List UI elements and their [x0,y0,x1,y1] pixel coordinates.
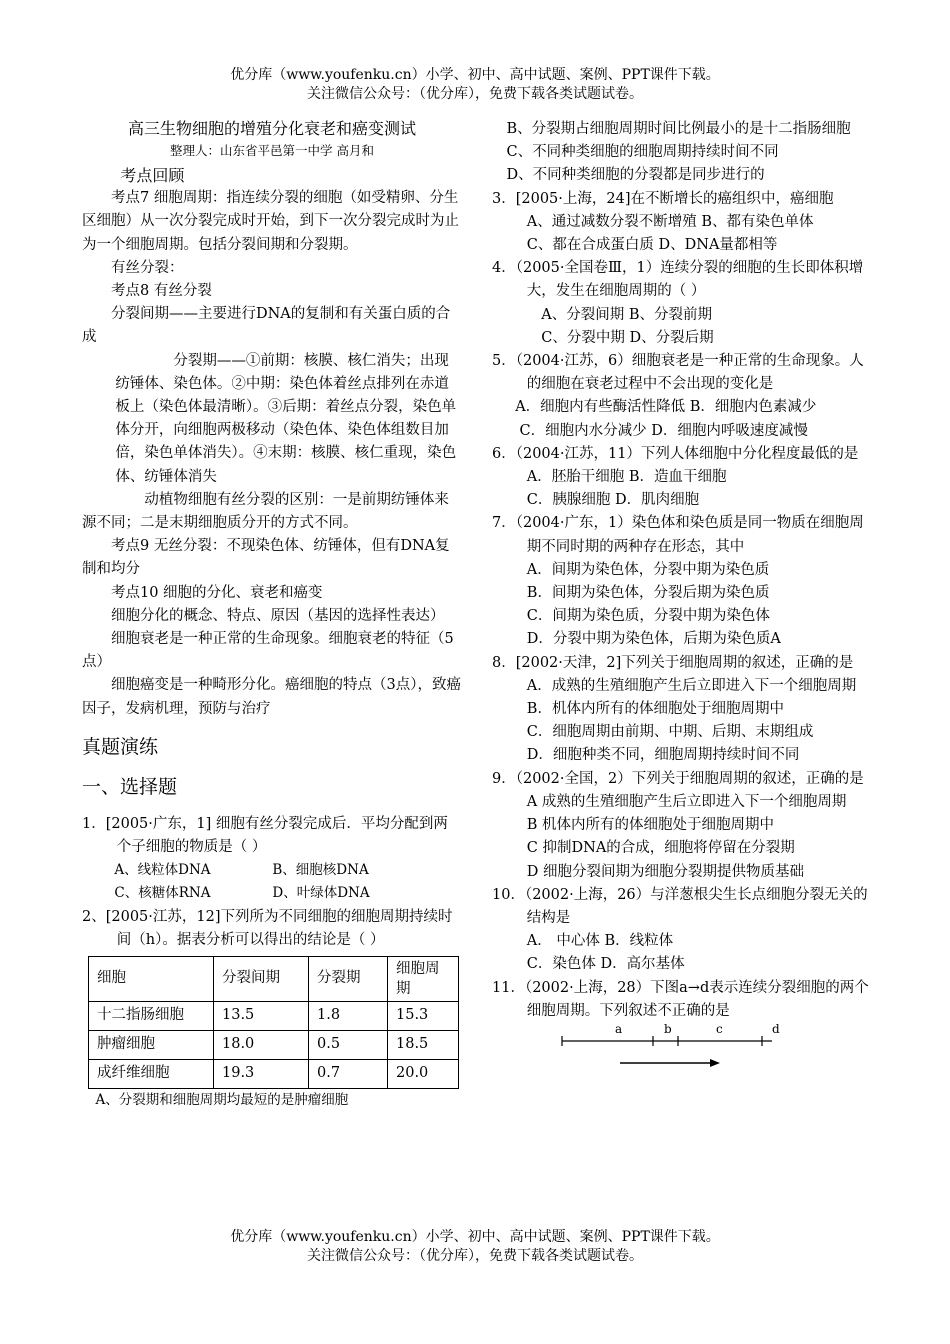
table-header-cell: 细胞 [89,957,214,1002]
page-footer [0,1228,950,1266]
q7-option-d: D．分裂中期为染色体，后期为染色质A [526,631,781,648]
q8-option-b: B．机体内所有的体细胞处于细胞周期中 [526,701,784,718]
q6-options-ab: A．胚胎干细胞 B．造血干细胞 [526,469,727,486]
review-p11: 细胞癌变是一种畸形分化。癌细胞的特点（3点），致癌因子，发病机理，预防与治疗 [82,677,461,717]
document-title: 高三生物细胞的增殖分化衰老和癌变测试 [127,119,416,138]
q5-stem: 5．（2004·江苏，6）细胞衰老是一种正常的生命现象。人的细胞在衰老过程中不会出现的变化是 [492,353,864,393]
q3-options-ab: A、通过减数分裂不断增殖 B、都有染色单体 [526,213,814,230]
section-heading-practice: 真题演练 [82,735,159,758]
table-cell: 18.0 [214,1031,309,1060]
q5-options-cd: C．细胞内水分减少 D．细胞内呼吸速度减慢 [519,422,808,439]
segment-label-b: b [664,1022,672,1036]
header-line-1: 优分库（www.youfenku.cn）小学、初中、高中试题、案例、PPT课件下载。 [230,67,720,83]
table-header-row [89,957,459,1002]
review-p2: 有丝分裂： [111,259,184,276]
q7-option-c: C．间期为染色质，分裂中期为染色体 [526,608,770,625]
table-cell: 成纤维细胞 [89,1060,214,1089]
review-p8: 考点10 细胞的分化、衰老和癌变 [111,584,323,601]
q8-option-c: C．细胞周期由前期、中期、后期、末期组成 [526,724,814,741]
table-row [89,1031,459,1060]
q9-option-d: D 细胞分裂间期为细胞分裂期提供物质基础 [526,863,805,880]
q11-stem: 11．（2002·上海，28）下图a→d表示连续分裂细胞的两个细胞周期。下列叙述不正确的是 [492,979,869,1019]
q3-options-cd: C、都在合成蛋白质 D、DNA量都相等 [526,237,778,254]
q8-option-d: D．细胞种类不同，细胞周期持续时间不同 [526,747,800,764]
q1-option-a: A、线粒体DNA [114,862,211,879]
q6-stem: 6．（2004·江苏，11）下列人体细胞中分化程度最低的是 [492,445,859,462]
segment-label-a: a [615,1022,623,1036]
review-p6: 动植物细胞有丝分裂的区别：一是前期纺锤体来源不同；二是末期细胞质分开的方式不同。 [82,491,449,532]
table-row [89,1060,459,1089]
table-cell: 0.5 [309,1031,388,1060]
q2-option-b: B、分裂期占细胞周期时间比例最小的是十二指肠细胞 [506,121,851,137]
q2-stem: 2、[2005·江苏，12]下列所为不同细胞的细胞周期持续时间（h）。据表分析可以得出的结论是（ ） [82,908,453,948]
q4-stem: 4．（2005·全国卷Ⅲ，1）连续分裂的细胞的生长即体积增大，发生在细胞周期的（ ） [492,260,864,300]
section-heading-choice: 一、选择题 [82,775,178,798]
q4-options-cd: C、分裂中期 D、分裂后期 [541,329,714,346]
q1-options-ab [82,859,462,882]
cell-cycle-diagram-svg [520,1023,780,1073]
table-cell: 1.8 [309,1002,388,1031]
q7-stem: 7．（2004·广东，1）染色体和染色质是同一物质在细胞周期不同时期的两种存在形态，其中 [492,515,864,555]
header-line-2: 关注微信公众号：（优分库），免费下载各类试题试卷。 [307,86,643,102]
q10-options-cd: C．染色体 D．高尔基体 [526,956,685,973]
segment-label-d: d [772,1022,780,1036]
table-cell: 18.5 [388,1031,459,1060]
q9-stem: 9．（2002·全国，2）下列关于细胞周期的叙述，正确的是 [492,770,864,787]
review-p5: 分裂期——①前期：核膜、核仁消失；出现纺锤体、染色体。②中期：染色体着丝点排列在赤道板上（染色体最清晰）。③后期：着丝点分裂，染色单体分开，向细胞两极移动（染色体、染色体组数目加倍，染色单体消失）。④末期：核膜、核仁重现，染色体、纺锤体消失 [115,352,457,485]
table-cell: 20.0 [388,1060,459,1089]
q2-option-c: C、不同种类细胞的细胞周期持续时间不同 [506,144,779,161]
q10-stem: 10．（2002·上海，26）与洋葱根尖生长点细胞分裂无关的结构是 [492,886,868,926]
page-header [0,66,950,104]
review-p9: 细胞分化的概念、特点、原因（基因的选择性表达） [111,607,445,624]
segment-label-c: c [716,1022,723,1036]
q2-option-d: D、不同种类细胞的分裂都是同步进行的 [506,167,765,184]
review-p7: 考点9 无丝分裂：不现染色体、纺锤体，但有DNA复制和均分 [82,538,450,578]
footer-line-2: 关注微信公众号：（优分库），免费下载各类试题试卷。 [307,1248,643,1264]
q9-option-b: B 机体内所有的体细胞处于细胞周期中 [526,817,775,834]
q1-option-d: D、叶绿体DNA [272,885,370,902]
table-row [89,1002,459,1031]
direction-arrow-head [710,1059,720,1067]
table-header-cell: 分裂期 [309,957,388,1002]
footer-line-1: 优分库（www.youfenku.cn）小学、初中、高中试题、案例、PPT课件下载。 [230,1229,720,1245]
table-header-cell: 细胞周期 [388,957,459,1002]
table-cell: 十二指肠细胞 [89,1002,214,1031]
table-cell: 0.7 [309,1060,388,1089]
review-p1: 考点7 细胞周期：指连续分裂的细胞（如受精卵、分生区细胞）从一次分裂完成时开始，到下一次分裂完成时为止为一个细胞周期。包括分裂间期和分裂期。 [82,190,459,253]
q8-option-a: A．成熟的生殖细胞产生后立即进入下一个细胞周期 [526,677,857,694]
q4-options-ab: A、分裂间期 B、分裂前期 [541,306,713,323]
author-line: 整理人：山东省平邑第一中学 高月和 [170,143,374,158]
review-heading: 考点回顾 [120,166,185,185]
review-p3: 考点8 有丝分裂 [111,283,212,300]
q7-option-b: B．间期为染色体，分裂后期为染色质 [526,585,770,602]
cell-cycle-diagram [520,1023,872,1073]
review-p10: 细胞衰老是一种正常的生命现象。细胞衰老的特征（5点） [82,631,454,671]
q7-option-a: A．间期为染色体，分裂中期为染色质 [526,561,770,578]
left-column [82,118,462,1112]
q9-option-a: A 成熟的生殖细胞产生后立即进入下一个细胞周期 [526,793,847,810]
table-cell: 19.3 [214,1060,309,1089]
table-cell: 15.3 [388,1002,459,1031]
table-header-cell: 分裂间期 [214,957,309,1002]
review-p4: 分裂间期——主要进行DNA的复制和有关蛋白质的合成 [82,306,451,346]
table-cell: 13.5 [214,1002,309,1031]
cell-cycle-table [88,956,459,1089]
q1-stem: 1．[2005·广东，1] 细胞有丝分裂完成后．平均分配到两个子细胞的物质是（ ） [82,815,448,856]
q10-options-ab: A． 中心体 B．线粒体 [526,933,674,950]
q9-option-c: C 抑制DNA的合成，细胞将停留在分裂期 [526,840,795,857]
q8-stem: 8．[2002·天津，2]下列关于细胞周期的叙述，正确的是 [492,654,854,671]
q6-options-cd: C．胰腺细胞 D．肌肉细胞 [526,492,700,509]
q5-options-ab: A．细胞内有些酶活性降低 B．细胞内色素减少 [515,399,817,416]
q1-option-c: C、核糖体RNA [114,885,211,902]
table-cell: 肿瘤细胞 [89,1031,214,1060]
q1-option-b: B、细胞核DNA [272,862,369,879]
q1-options-cd [82,882,462,905]
right-column [492,118,872,1073]
q3-stem: 3．[2005·上海，24]在不断增长的癌组织中，癌细胞 [492,190,834,207]
q2-option-a: A、分裂期和细胞周期均最短的是肿瘤细胞 [95,1092,349,1109]
